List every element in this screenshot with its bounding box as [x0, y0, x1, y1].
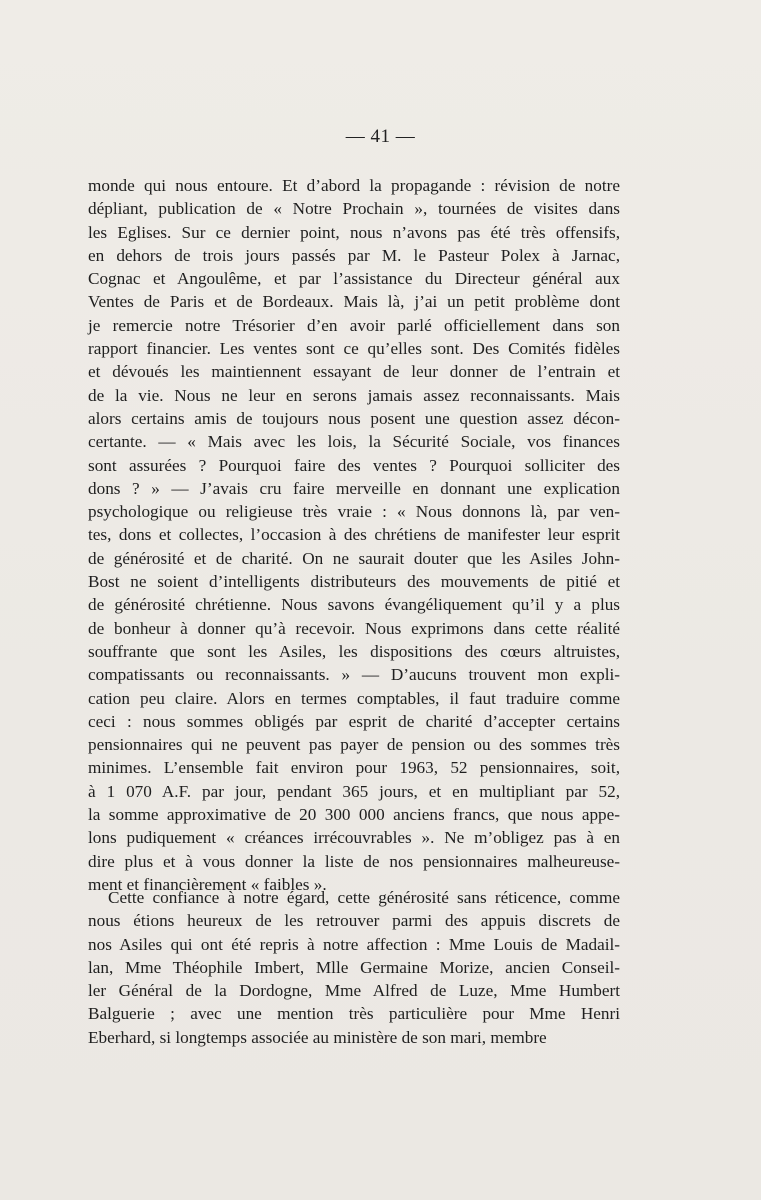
text-line: en dehors de trois jours passés par M. le Pasteur Polex à Jarnac, — [88, 245, 620, 265]
text-line: lan, Mme Théophile Imbert, Mlle Germaine Morize, ancien Conseil- — [88, 957, 620, 977]
text-line: Cognac et Angoulême, et par l’assistance du Directeur général aux — [88, 269, 620, 289]
paragraph-2 — [88, 886, 620, 1049]
text-line: rapport financier. Les ventes sont ce qu’elles sont. Des Comités fidèles — [88, 339, 620, 359]
text-line: dire plus et à vous donner la liste de nos pensionnaires malheureuse- — [88, 851, 620, 871]
text-line: souffrante que sont les Asiles, les dispositions des cœurs altruistes, — [88, 641, 620, 661]
text-line: nous étions heureux de les retrouver parmi des appuis discrets de — [88, 911, 620, 931]
text-line: de bonheur à donner qu’à recevoir. Nous exprimons dans cette réalité — [88, 618, 620, 638]
text-line: cation peu claire. Alors en termes comptables, il faut traduire comme — [88, 688, 620, 708]
text-line: pensionnaires qui ne peuvent pas payer de pension ou des sommes très — [88, 735, 620, 755]
text-line: psychologique ou religieuse très vraie : « Nous donnons là, par ven- — [88, 502, 620, 522]
text-line: Ventes de Paris et de Bordeaux. Mais là, j’ai un petit problème dont — [88, 292, 620, 312]
text-line: Bost ne soient d’intelligents distributeurs des mouvements de pitié et — [88, 572, 620, 592]
text-line: alors certains amis de toujours nous posent une question assez décon- — [88, 408, 620, 428]
text-line: Balguerie ; avec une mention très particulière pour Mme Henri — [88, 1004, 620, 1024]
text-line: lons pudiquement « créances irrécouvrables ». Ne m’obligez pas à en — [88, 828, 620, 848]
text-line: certante. — « Mais avec les lois, la Sécurité Sociale, vos finances — [88, 432, 620, 452]
text-line: sont assurées ? Pourquoi faire des ventes ? Pourquoi solliciter des — [88, 455, 620, 475]
page-number: — 41 — — [345, 126, 416, 147]
text-line: de générosité et de charité. On ne saurait douter que les Asiles John- — [88, 548, 620, 568]
text-line: dons ? » — J’avais cru faire merveille en donnant une explication — [88, 478, 620, 498]
text-line: ler Général de la Dordogne, Mme Alfred de Luze, Mme Humbert — [88, 981, 620, 1001]
text-line: compatissants ou reconnaissants. » — D’aucuns trouvent mon expli- — [88, 665, 620, 685]
text-line: nos Asiles qui ont été repris à notre affection : Mme Louis de Madail- — [88, 934, 620, 954]
text-line: minimes. L’ensemble fait environ pour 1963, 52 pensionnaires, soit, — [88, 758, 620, 778]
paragraph-1 — [88, 174, 620, 896]
text-line: monde qui nous entoure. Et d’abord la propagande : révision de notre — [88, 176, 620, 195]
text-line: de la vie. Nous ne leur en serons jamais assez reconnaissants. Mais — [88, 385, 620, 405]
text-line: et dévoués les maintiennent essayant de leur donner de l’entrain et — [88, 362, 620, 382]
text-line: ment et financièrement « faibles ». — [88, 874, 327, 894]
text-line: ceci : nous sommes obligés par esprit de charité d’accepter certains — [88, 711, 620, 731]
text-line: dépliant, publication de « Notre Prochain », tournées de visites dans — [88, 199, 620, 219]
text-line: Cette confiance à notre égard, cette générosité sans réticence, comme — [108, 888, 620, 907]
text-line: tes, dons et collectes, l’occasion à des chrétiens de manifester leur esprit — [88, 525, 620, 545]
text-line: les Eglises. Sur ce dernier point, nous n’avons pas été très offensifs, — [88, 222, 620, 242]
text-line: de générosité chrétienne. Nous savons évangéliquement qu’il y a plus — [88, 595, 620, 615]
text-line: Eberhard, si longtemps associée au ministère de son mari, membre — [88, 1027, 547, 1047]
text-line: la somme approximative de 20 300 000 anciens francs, que nous appe- — [88, 805, 620, 825]
text-line: je remercie notre Trésorier d’en avoir parlé officiellement dans son — [88, 315, 620, 335]
text-line: à 1 070 A.F. par jour, pendant 365 jours, et en multipliant par 52, — [88, 781, 620, 801]
